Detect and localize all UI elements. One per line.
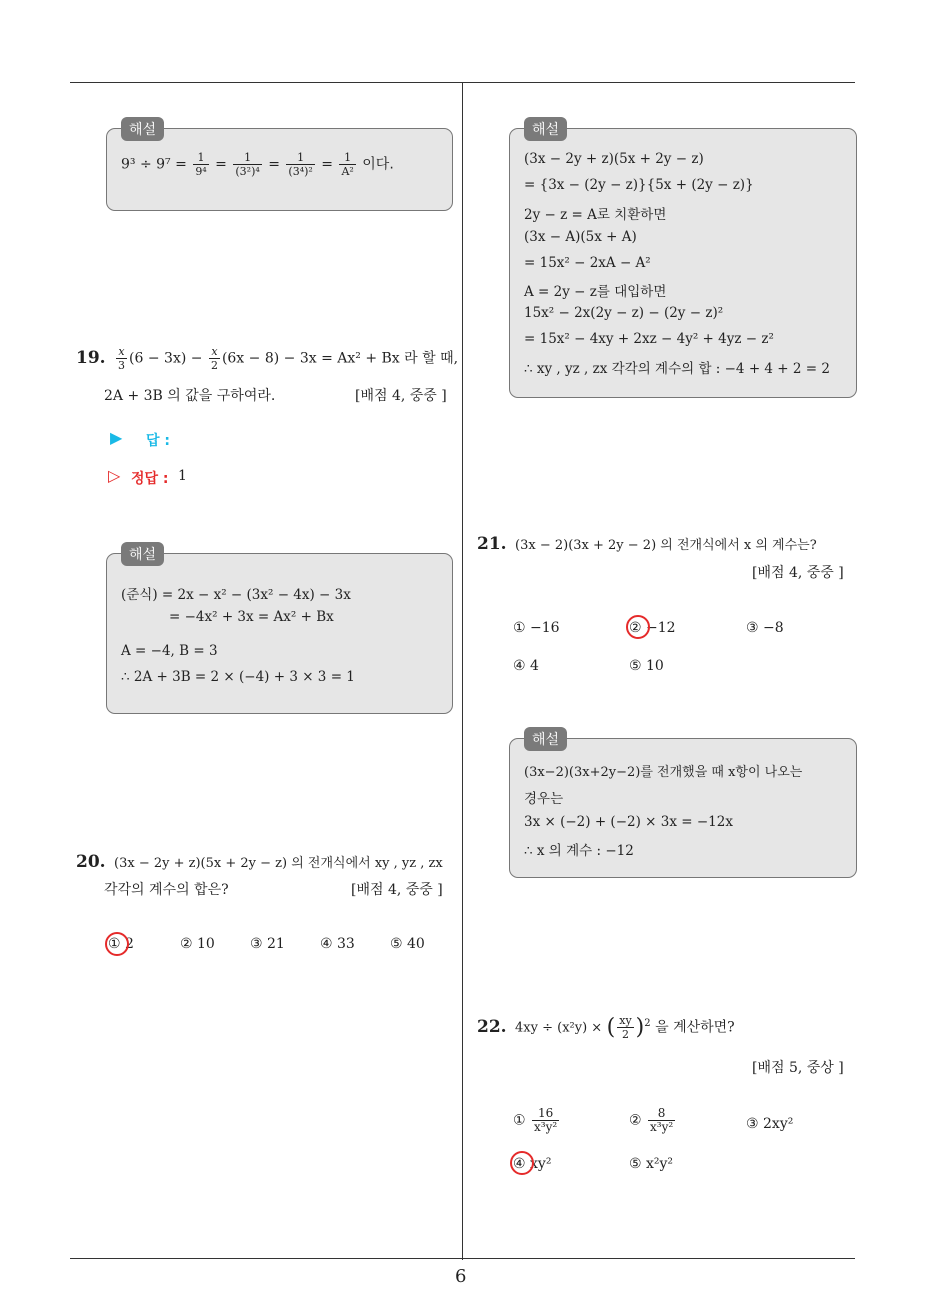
q19-correct-label: 정답 : — [131, 471, 169, 487]
q19-box-line: A = −4, B = 3 — [121, 643, 218, 659]
selected-answer-mark — [510, 1151, 534, 1175]
q21-score: [배점 4, 중중 ] — [752, 565, 844, 581]
q18-explanation-line: 9³ ÷ 9⁷ = $\frac{1}{\text{9⁴}}$ = $\frac{1}{\text{(3²)⁴}}$ = $\frac{1}{\text{(3⁴)²}}$ = $\frac{1}{\text{A²}}$ 이다. — [121, 151, 394, 178]
q19-explanation-box — [106, 547, 453, 714]
q20-line1: 20. (3x − 2y + z)(5x + 2y − z) 의 전개식에서 xy , yz , zx — [76, 852, 443, 872]
q20-box-line: = {3x − (2y − z)}{5x + (2y − z)} — [524, 177, 754, 193]
q22-option-5[interactable]: ⑤ x²y² — [629, 1156, 674, 1172]
q20-option-2[interactable]: ② 10 — [180, 936, 215, 952]
correct-arrow-icon: ▷ — [108, 466, 121, 485]
q19-box-line: = −4x² + 3x = Ax² + Bx — [169, 609, 334, 625]
q20-number: 20. — [76, 852, 106, 872]
column-divider — [462, 83, 463, 1260]
q18-explanation-box — [106, 122, 453, 211]
q21-option-5[interactable]: ⑤ 10 — [629, 658, 664, 674]
explanation-tag: 해설 — [121, 542, 164, 566]
answer-arrow-icon: ▶ — [110, 428, 123, 447]
q19-line1: 19. $\frac{x}{3}$ (6 − 3x) − $\frac{x}{2}$ (6x − 8) − 3x = Ax² + Bx 라 할 때, — [76, 345, 459, 372]
q19-correct-value: 1 — [178, 468, 187, 484]
q20-box-line: 2y − z = A로 치환하면 — [524, 207, 667, 223]
q22-option-4[interactable]: ④ xy² — [513, 1156, 552, 1172]
q19-box-line: (준식) = 2x − x² − (3x² − 4x) − 3x — [121, 587, 351, 603]
q21-option-2[interactable]: ② −12 — [629, 620, 676, 636]
q21-box-line: 경우는 — [524, 791, 564, 807]
q21-box-line: (3x−2)(3x+2y−2)를 전개했을 때 x항이 나오는 — [524, 765, 803, 780]
q20-box-line: 15x² − 2x(2y − z) − (2y − z)² — [524, 305, 724, 321]
q21-option-1[interactable]: ① −16 — [513, 620, 560, 636]
explanation-tag: 해설 — [121, 117, 164, 141]
q22-option-3[interactable]: ③ 2xy² — [746, 1116, 794, 1132]
q20-explanation-box — [509, 122, 857, 398]
q21-option-4[interactable]: ④ 4 — [513, 658, 539, 674]
q20-line2: 각각의 계수의 합은? — [104, 882, 229, 898]
q20-box-line: ∴ xy , yz , zx 각각의 계수의 합 : −4 + 4 + 2 = 2 — [524, 361, 830, 377]
q20-option-1[interactable]: ① 2 — [108, 936, 134, 952]
selected-answer-mark — [626, 615, 650, 639]
q20-score: [배점 4, 중중 ] — [351, 882, 443, 898]
page-number: 6 — [455, 1266, 467, 1287]
q21-explanation-box — [509, 732, 857, 878]
q22-option-1[interactable]: ① $\frac{16}{\text{x³y²}}$ — [513, 1106, 558, 1134]
q19-answer-label: 답 : — [146, 433, 170, 449]
q21-box-line: 3x × (−2) + (−2) × 3x = −12x — [524, 814, 733, 830]
q21-number: 21. — [477, 534, 507, 554]
q19-score: [배점 4, 중중 ] — [355, 388, 447, 404]
explanation-tag: 해설 — [524, 117, 567, 141]
q22-line1: 22. 4xy ÷ (x²y) × ( $\frac{xy}{2}$ )$^2$ 을 계산하면? — [477, 1014, 735, 1041]
q22-option-2[interactable]: ② $\frac{8}{\text{x³y²}}$ — [629, 1106, 674, 1134]
q21-box-line: ∴ x 의 계수 : −12 — [524, 843, 634, 859]
q21-option-3[interactable]: ③ −8 — [746, 620, 784, 636]
q20-option-5[interactable]: ⑤ 40 — [390, 936, 425, 952]
q20-box-line: (3x − 2y + z)(5x + 2y − z) — [524, 151, 704, 167]
q20-box-line: = 15x² − 4xy + 2xz − 4y² + 4yz − z² — [524, 331, 774, 347]
q22-score: [배점 5, 중상 ] — [752, 1060, 844, 1076]
q19-number: 19. — [76, 347, 106, 368]
q21-line1: 21. (3x − 2)(3x + 2y − 2) 의 전개식에서 x 의 계수는? — [477, 534, 817, 554]
q20-option-4[interactable]: ④ 33 — [320, 936, 355, 952]
selected-answer-mark — [105, 932, 129, 956]
explanation-tag: 해설 — [524, 727, 567, 751]
q20-option-3[interactable]: ③ 21 — [250, 936, 285, 952]
q19-box-line: ∴ 2A + 3B = 2 × (−4) + 3 × 3 = 1 — [121, 669, 355, 685]
q20-box-line: = 15x² − 2xA − A² — [524, 255, 651, 271]
q22-number: 22. — [477, 1016, 507, 1037]
q19-line2: 2A + 3B 의 값을 구하여라. — [104, 388, 276, 404]
q20-box-line: A = 2y − z를 대입하면 — [524, 284, 667, 300]
q20-box-line: (3x − A)(5x + A) — [524, 229, 637, 245]
